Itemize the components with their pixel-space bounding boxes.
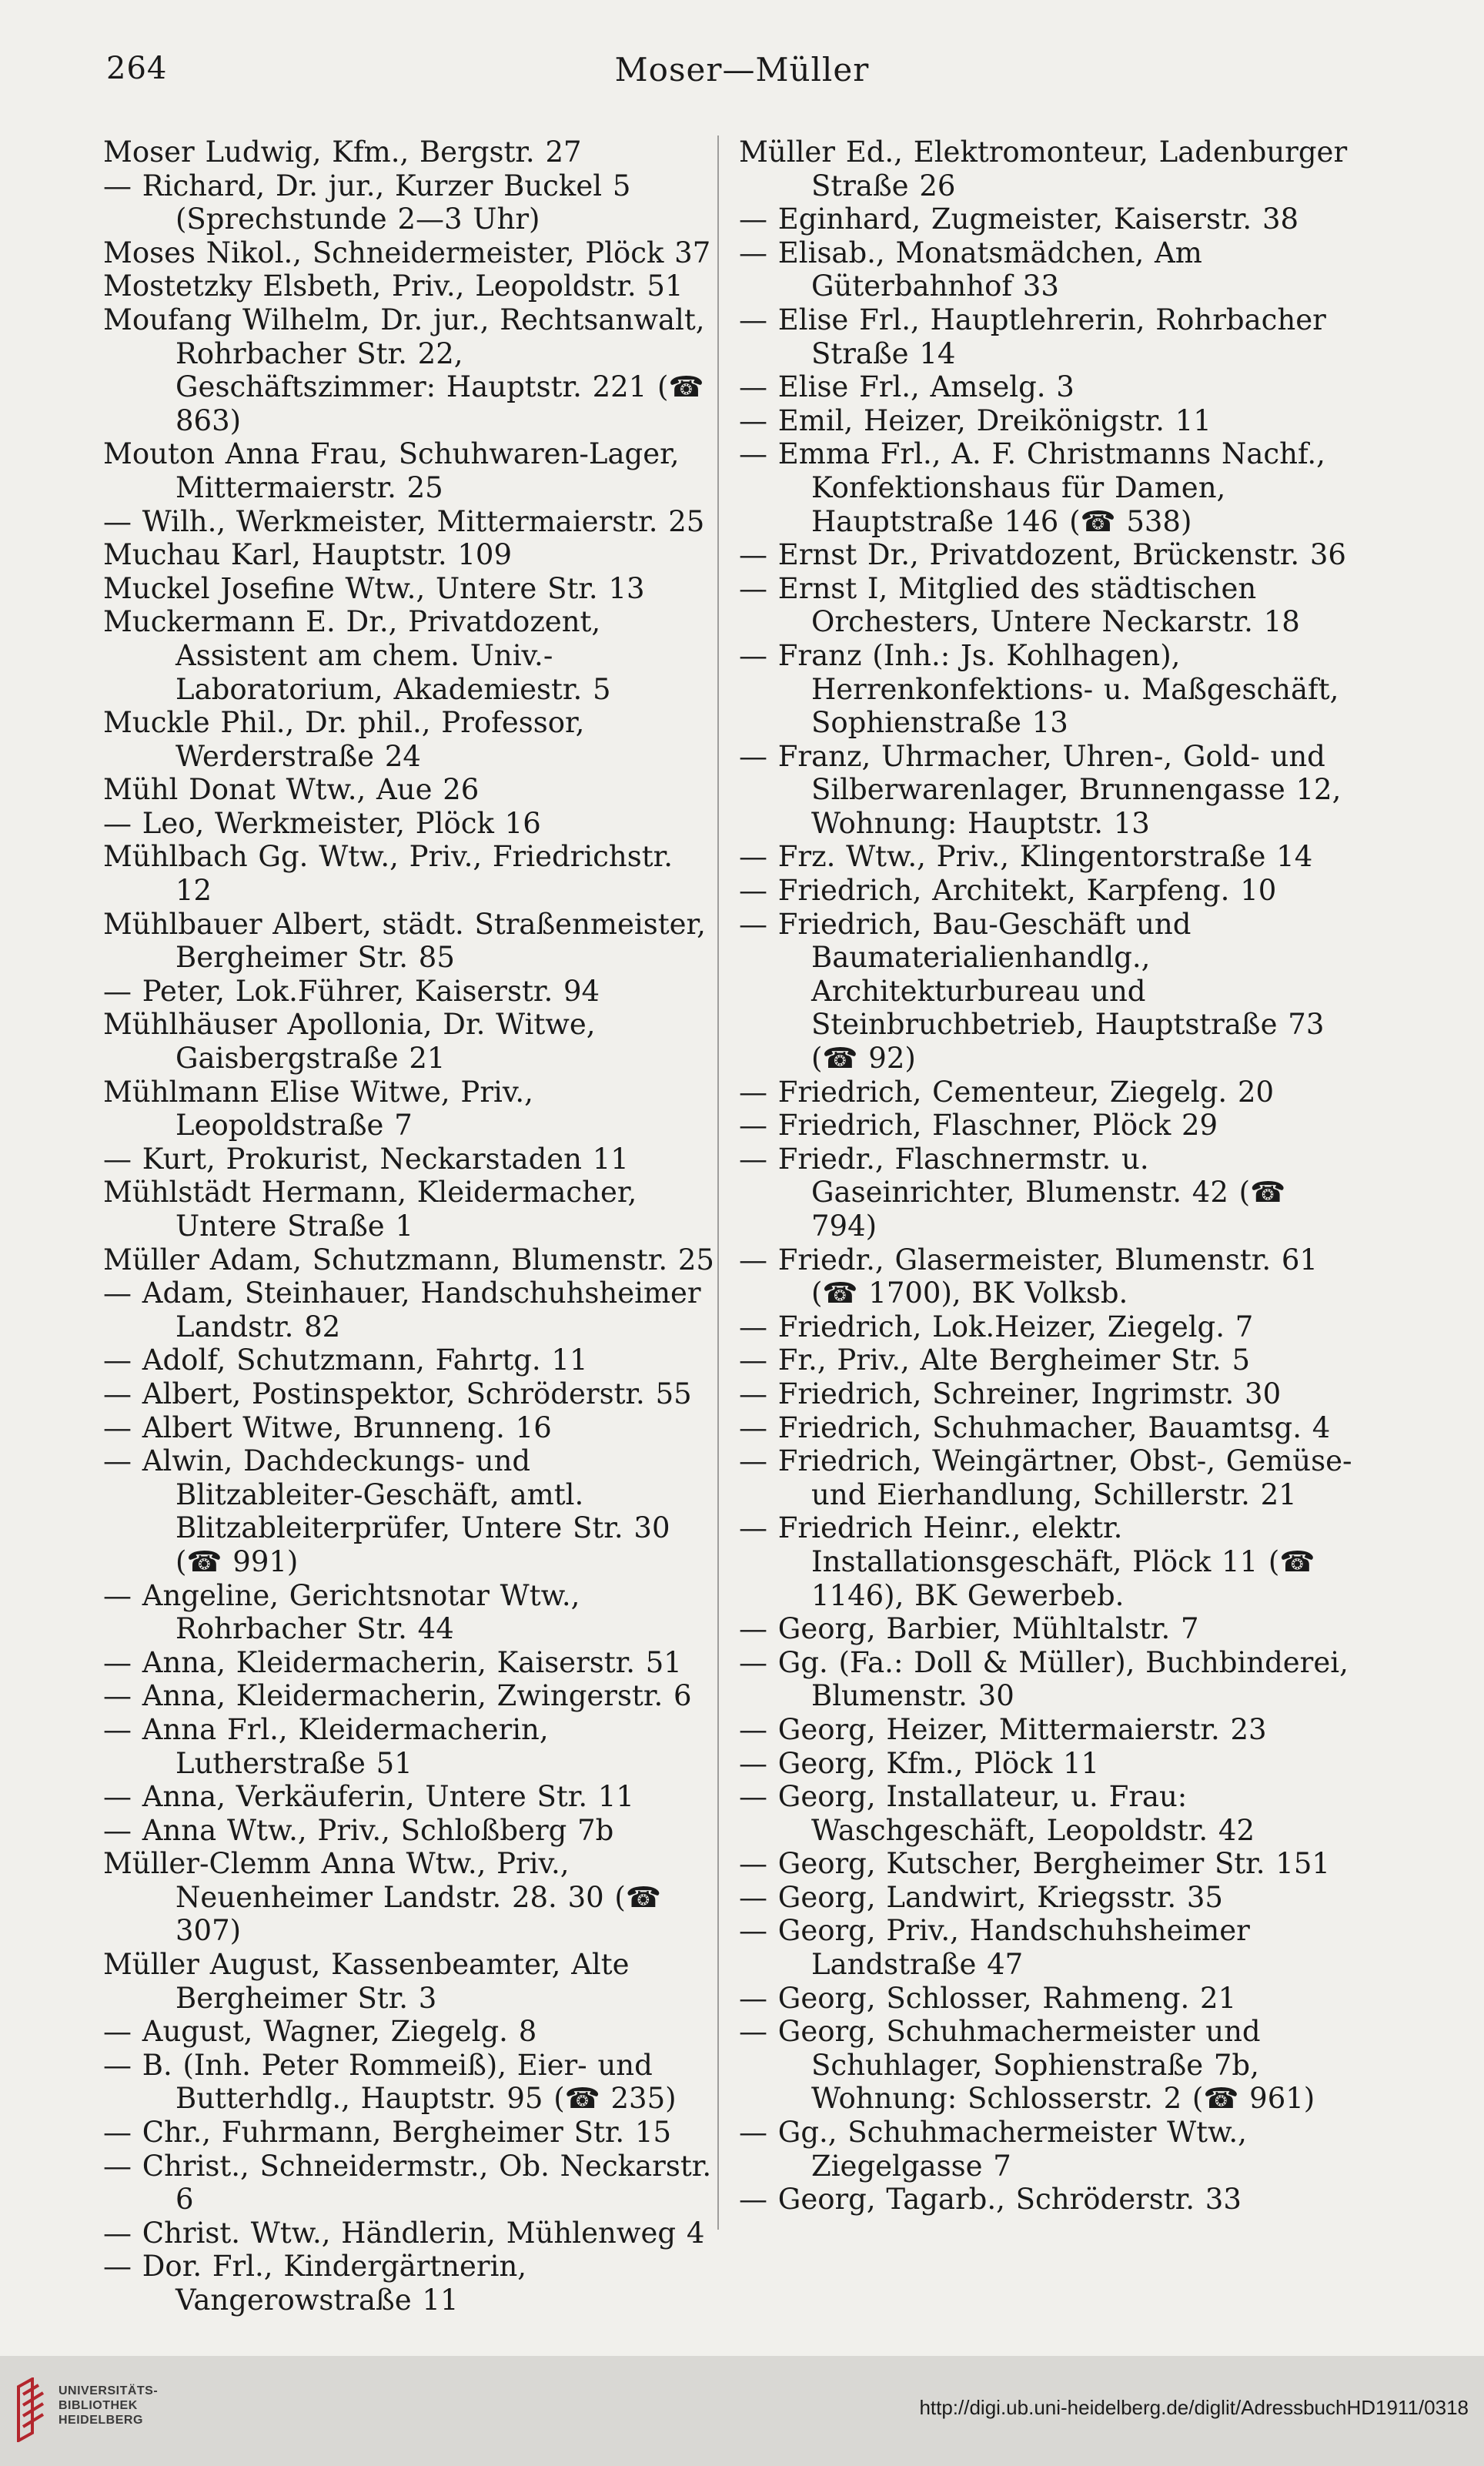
directory-entry: — Georg, Landwirt, Kriegsstr. 35 <box>739 1880 1223 1914</box>
library-name: UNIVERSITÄTS- BIBLIOTHEK HEIDELBERG <box>58 2384 159 2427</box>
directory-entry: — Angeline, Gerichtsnotar Wtw., Rohrbacher Str. 44 <box>103 1578 580 1646</box>
directory-entry: — Christ. Wtw., Händlerin, Mühlenweg 4 <box>103 2216 705 2250</box>
directory-entry: — Anna, Verkäuferin, Untere Str. 11 <box>103 1780 634 1814</box>
directory-entry: Moser Ludwig, Kfm., Bergstr. 27 <box>103 136 582 169</box>
directory-entry: — Friedrich, Architekt, Karpfeng. 10 <box>739 874 1277 908</box>
directory-entry: Müller Ed., Elektromonteur, Ladenburger Straße 26 <box>739 136 1348 202</box>
directory-entry: Müller Adam, Schutzmann, Blumenstr. 25 <box>103 1243 714 1276</box>
directory-entry: — Franz, Uhrmacher, Uhren-, Gold- und Silberwarenlager, Brunnengasse 12, Wohnung: Hauptstr. 13 <box>739 739 1342 840</box>
directory-entry: Mühlstädt Hermann, Kleidermacher, Untere Straße 1 <box>103 1176 637 1243</box>
directory-entry: — Alwin, Dachdeckungs- und Blitzableiter-Geschäft, amtl. Blitzableiterprüfer, Untere Str. 30 (☎ 991) <box>103 1444 670 1578</box>
directory-entry: Mühlbauer Albert, städt. Straßenmeister, Bergheimer Str. 85 <box>103 907 706 975</box>
column-divider <box>717 136 719 2230</box>
directory-entry: — Georg, Kfm., Plöck 11 <box>739 1746 1100 1780</box>
directory-entry: Müller-Clemm Anna Wtw., Priv., Neuenheimer Landstr. 28. 30 (☎ 307) <box>103 1847 661 1948</box>
directory-entry: Muchau Karl, Hauptstr. 109 <box>103 538 512 572</box>
directory-entry: — Friedrich, Lok.Heizer, Ziegelg. 7 <box>739 1310 1254 1343</box>
directory-entry: Mühlmann Elise Witwe, Priv., Leopoldstraße 7 <box>103 1075 533 1143</box>
directory-entry: Mühlhäuser Apollonia, Dr. Witwe, Gaisbergstraße 21 <box>103 1008 596 1076</box>
directory-entry: — Ernst Dr., Privatdozent, Brückenstr. 36 <box>739 538 1346 572</box>
directory-entry: — Georg, Barbier, Mühltalstr. 7 <box>739 1612 1199 1646</box>
directory-entry: — Anna Wtw., Priv., Schloßberg 7b <box>103 1813 614 1847</box>
directory-entry: — Georg, Tagarb., Schröderstr. 33 <box>739 2183 1242 2217</box>
directory-entry: — Fr., Priv., Alte Bergheimer Str. 5 <box>739 1343 1250 1377</box>
directory-entry: — Kurt, Prokurist, Neckarstaden 11 <box>103 1142 629 1176</box>
library-logo-icon <box>15 2377 49 2442</box>
directory-entry: — Eginhard, Zugmeister, Kaiserstr. 38 <box>739 202 1299 236</box>
directory-entry: Muckle Phil., Dr. phil., Professor, Werderstraße 24 <box>103 706 585 773</box>
page-number: 264 <box>106 51 168 86</box>
directory-entry: — Gg., Schuhmachermeister Wtw., Ziegelgasse 7 <box>739 2116 1247 2183</box>
right-column <box>739 136 1355 2217</box>
directory-entry: — Adolf, Schutzmann, Fahrtg. 11 <box>103 1343 588 1377</box>
directory-entry: — Georg, Installateur, u. Frau: Waschgeschäft, Leopoldstr. 42 <box>739 1780 1255 1847</box>
directory-entry: Muckermann E. Dr., Privatdozent, Assistent am chem. Univ.-Laboratorium, Akademiestr. 5 <box>103 605 611 706</box>
source-url-link[interactable]: http://digi.ub.uni-heidelberg.de/diglit/AdressbuchHD1911/0318 <box>919 2396 1469 2419</box>
directory-entry: — Anna, Kleidermacherin, Zwingerstr. 6 <box>103 1679 692 1713</box>
directory-entry: — Anna, Kleidermacherin, Kaiserstr. 51 <box>103 1645 682 1679</box>
directory-entry: — Elise Frl., Hauptlehrerin, Rohrbacher Straße 14 <box>739 303 1326 370</box>
directory-entry: — Chr., Fuhrmann, Bergheimer Str. 15 <box>103 2116 672 2150</box>
running-head: Moser—Müller <box>614 51 870 89</box>
directory-entry: — Friedrich, Cementeur, Ziegelg. 20 <box>739 1075 1275 1109</box>
directory-entry: — Friedrich, Bau-Geschäft und Baumaterialienhandlg., Architekturbureau und Steinbruchbetrieb, Hauptstraße 73 (☎ 92) <box>739 907 1325 1076</box>
directory-entry: Moufang Wilhelm, Dr. jur., Rechtsanwalt, Rohrbacher Str. 22, Geschäftszimmer: Hauptstr. 221 (☎ 863) <box>103 303 705 437</box>
footer-bar <box>0 2356 1484 2466</box>
directory-entry: Mouton Anna Frau, Schuhwaren-Lager, Mittermaierstr. 25 <box>103 437 680 504</box>
directory-entry: — Albert Witwe, Brunneng. 16 <box>103 1410 552 1444</box>
directory-entry: Moses Nikol., Schneidermeister, Plöck 37 <box>103 236 711 269</box>
directory-entry: — Friedr., Flaschnermstr. u. Gaseinrichter, Blumenstr. 42 (☎ 794) <box>739 1142 1286 1243</box>
directory-entry: Müller August, Kassenbeamter, Alte Bergheimer Str. 3 <box>103 1948 630 2015</box>
directory-entry: — Adam, Steinhauer, Handschuhsheimer Landstr. 82 <box>103 1276 701 1343</box>
directory-entry: Muckel Josefine Wtw., Untere Str. 13 <box>103 571 645 605</box>
directory-entry: — Friedrich, Weingärtner, Obst-, Gemüse- und Eierhandlung, Schillerstr. 21 <box>739 1444 1352 1511</box>
directory-entry: — Friedrich Heinr., elektr. Installationsgeschäft, Plöck 11 (☎ 1146), BK Gewerbeb. <box>739 1511 1315 1612</box>
directory-entry: — Anna Frl., Kleidermacherin, Lutherstraße 51 <box>103 1712 549 1780</box>
directory-entry: — Dor. Frl., Kindergärtnerin, Vangerowstraße 11 <box>103 2250 527 2317</box>
directory-entry: — Christ., Schneidermstr., Ob. Neckarstr. 6 <box>103 2149 712 2217</box>
directory-entry: — Gg. (Fa.: Doll & Müller), Buchbinderei, Blumenstr. 30 <box>739 1645 1349 1713</box>
directory-entry: — Georg, Priv., Handschuhsheimer Landstraße 47 <box>739 1914 1250 1982</box>
directory-entry: — Friedrich, Schuhmacher, Bauamtsg. 4 <box>739 1410 1331 1444</box>
directory-entry: — Friedrich, Schreiner, Ingrimstr. 30 <box>739 1377 1282 1410</box>
left-column <box>103 136 719 2317</box>
directory-entry: — August, Wagner, Ziegelg. 8 <box>103 2015 537 2049</box>
directory-entry: — Georg, Kutscher, Bergheimer Str. 151 <box>739 1847 1330 1881</box>
directory-entry: — Elisab., Monatsmädchen, Am Güterbahnhof 33 <box>739 236 1202 303</box>
directory-entry: — Albert, Postinspektor, Schröderstr. 55 <box>103 1377 692 1410</box>
directory-entry: — Franz (Inh.: Js. Kohlhagen), Herrenkonfektions- u. Maßgeschäft, Sophienstraße 13 <box>739 638 1339 740</box>
directory-entry: — Georg, Schuhmachermeister und Schuhlager, Sophienstraße 7b, Wohnung: Schlosserstr. 2 (☎ 961) <box>739 2015 1315 2116</box>
directory-entry: — Elise Frl., Amselg. 3 <box>739 370 1075 404</box>
directory-entry: Mostetzky Elsbeth, Priv., Leopoldstr. 51 <box>103 269 684 303</box>
directory-entry: — Georg, Schlosser, Rahmeng. 21 <box>739 1981 1237 2015</box>
directory-entry: — Friedr., Glasermeister, Blumenstr. 61 (☎ 1700), BK Volksb. <box>739 1243 1318 1310</box>
directory-entry: — Emma Frl., A. F. Christmanns Nachf., Konfektionshaus für Damen, Hauptstraße 146 (☎ 538) <box>739 437 1325 538</box>
directory-entry: — Emil, Heizer, Dreikönigstr. 11 <box>739 403 1212 437</box>
directory-entry: — Ernst I, Mitglied des städtischen Orchesters, Untere Neckarstr. 18 <box>739 571 1300 639</box>
directory-entry: Mühlbach Gg. Wtw., Priv., Friedrichstr. 12 <box>103 840 673 908</box>
directory-entry: — Wilh., Werkmeister, Mittermaierstr. 25 <box>103 504 705 538</box>
directory-entry: — Peter, Lok.Führer, Kaiserstr. 94 <box>103 974 600 1008</box>
directory-entry: — Frz. Wtw., Priv., Klingentorstraße 14 <box>739 840 1313 874</box>
directory-entry: — Georg, Heizer, Mittermaierstr. 23 <box>739 1712 1267 1746</box>
directory-entry: Mühl Donat Wtw., Aue 26 <box>103 773 480 807</box>
directory-entry: — Leo, Werkmeister, Plöck 16 <box>103 806 541 840</box>
directory-entry: — B. (Inh. Peter Rommeiß), Eier- und Butterhdlg., Hauptstr. 95 (☎ 235) <box>103 2048 677 2116</box>
directory-entry: — Richard, Dr. jur., Kurzer Buckel 5 (Sprechstunde 2—3 Uhr) <box>103 169 631 236</box>
directory-entry: — Friedrich, Flaschner, Plöck 29 <box>739 1109 1218 1143</box>
